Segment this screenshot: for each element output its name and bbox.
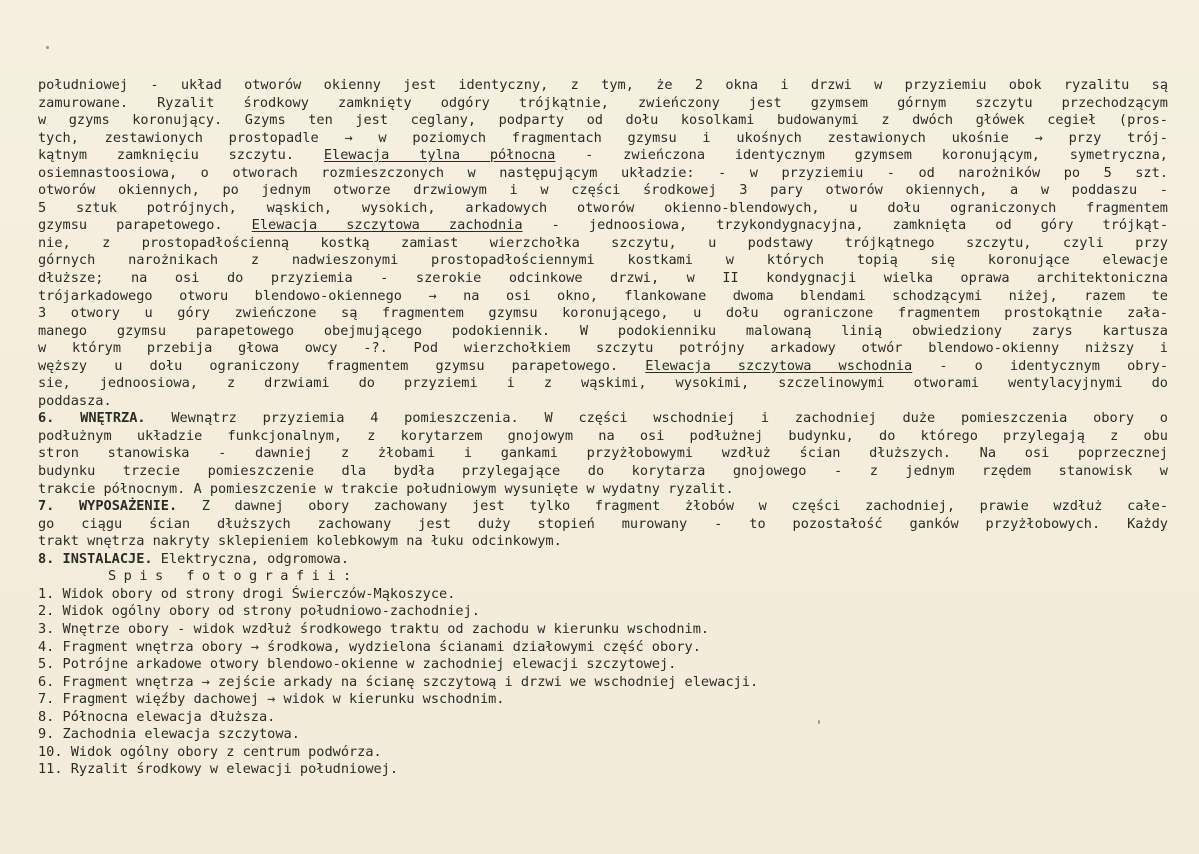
text-fragment: gzymsu parapetowego. [38,217,223,234]
list-item: 3. Wnętrze obory - widok wzdłuż środkowego traktu od zachodu w kierunku wschodnim. [38,620,710,637]
text-line: południowej - układ otworów okienny jest identyczny, z tym, że 2 okna i drzwi w przyziemiu obok ryzalitu są [38,77,1168,93]
underlined-heading-zachodnia: Elewacja szczytowa zachodnia [251,217,523,234]
list-item: 1. Widok obory od strony drogi Świerczów-Mąkoszyce. [38,585,456,602]
text-fragment: - o identycznym obry- [912,357,1169,374]
text-fragment: węższy u dołu ograniczony fragmentem gzymsu parapetowego. [38,357,619,374]
list-item: 9. Zachodnia elewacja szczytowa. [38,726,300,743]
text-line: górnych narożnikach z nadwieszonymi prostopadłościennymi kostkami w których topią się koronujące elewacje [38,252,1168,269]
text-line: trakcie północnym. A pomieszczenie w trakcie południowym wysunięte w wydatny ryzalit. [38,480,734,497]
text-line: podłużnym układzie funkcjonalnym, z korytarzem gnojowym na osi podłużnej budynku, do którego przylegają z obu [38,427,1168,444]
text-line: trójarkadowego otworu blendowo-okiennego → na osi okno, flankowane dwoma blendami schodzącymi niżej, razem te [38,287,1168,304]
text-line: zamurowane. Ryzalit środkowy zamknięty odgóry trójkątnie, zwieńczony jest gzymsem górnym szczytu przechodzącym [38,94,1168,111]
text-line [38,410,1168,428]
text-line: nie, z prostopadłościenną kostką zamiast wierzchołka szczytu, u podstawy trójkątnego szczytu, czyli przy [38,234,1168,251]
list-item: 5. Potrójne arkadowe otwory blendowo-okienne w zachodniej elewacji szczytowej. [38,656,677,673]
document-body [38,77,1168,779]
text-fragment: Wewnątrz przyziemia 4 pomieszczenia. W części wschodniej i zachodniej duże pomieszczenia obory o [145,410,1168,427]
text-fragment: Elektryczna, odgromowa. [152,550,349,567]
section-instalacje [38,551,1168,569]
text-line: otworów okiennych, po jednym otworze drzwiowym i w części środkowej 3 pary otworów okiennych, a w poddaszu - [38,182,1168,199]
list-item: 6. Fragment wnętrza → zejście arkady na ścianę szczytową i drzwi we wschodniej elewacji. [38,673,759,690]
text-line: manego gzymsu parapetowego obejmującego podokiennik. W podokienniku malowaną linią obwiedziony zarys kartusza [38,322,1168,339]
text-line: sie, jednoosiowa, z drzwiami do przyziemi i z wąskimi, wysokimi, szczelinowymi otworami wentylacyjnymi do [38,375,1168,392]
text-line: budynku trzecie pomieszczenie dla bydła przylegające do korytarza gnojowego - z jednym rzędem stanowisk w [38,463,1168,480]
text-line: osiemnastoosiowa, o otworach rozmieszczonych w następującym układzie: - w przyziemiu - od narożników po 5 szt. [38,164,1168,181]
photo-list [38,568,1168,779]
text-line: w którym przebija głowa owcy -?. Pod wierzchołkiem szczytu potrójny arkadowy otwór blendowo-okienny niższy i [38,340,1168,357]
text-line: dłuższe; na osi do przyziemia - szerokie odcinkowe drzwi, w II kondygnacji wielka oprawa architektoniczna [38,270,1168,287]
section-heading: 6. WNĘTRZA. [38,410,146,427]
text-line [38,358,1168,376]
text-line [38,498,1168,516]
underlined-heading-wschodnia: Elewacja szczytowa wschodnia [645,357,913,374]
underlined-heading-tylna: Elewacja tylna północna [323,147,556,164]
text-line: tych, zestawionych prostopadle → w poziomych fragmentach gzymsu i ukośnych zestawionych ukośnie → przy trój- [38,129,1168,146]
text-line: trakt wnętrza nakryty sklepieniem kolebkowym na łuku odcinkowym. [38,533,562,550]
elevations-paragraph [38,77,1168,410]
text-line [38,551,1168,569]
text-fragment: Z dawnej obory zachowany jest tylko fragment żłobów w części zachodniej, prawie wzdłuż całe- [177,498,1168,515]
text-line: 3 otwory u góry zwieńczone są fragmentem gzymsu koronującego, u dołu ograniczone fragmentem prostokątnie zała- [38,305,1168,322]
list-item: 4. Fragment wnętrza obory → środkowa, wydzielona ścianami działowymi część obory. [38,638,701,655]
list-item: 8. Północna elewacja dłuższa. [38,708,276,725]
section-heading: 7. WYPOSAŻENIE. [38,498,178,515]
text-line [38,217,1168,235]
text-line: 5 sztuk potrójnych, wąskich, wysokich, arkadowych otworów okienno-blendowych, u dołu ograniczonych fragmentem [38,199,1168,216]
list-item: 7. Fragment więźby dachowej → widok w kierunku wschodnim. [38,691,505,708]
paper-speck [46,46,49,49]
text-fragment: kątnym zamknięciu szczytu. [38,147,295,164]
section-heading: 8. INSTALACJE. [38,550,153,567]
section-wnetrza [38,410,1168,498]
text-line: w gzyms koronujący. Gzyms ten jest ceglany, podparty od dołu kosolkami budowanymi z dwóch główek cegieł (pros- [38,112,1168,129]
list-item: 10. Widok ogólny obory z centrum podwórza. [38,743,382,760]
text-line: poddasza. [38,392,112,409]
text-line: go ciągu ścian dłuższych zachowany jest duży stopień murowany - to pozostałość ganków przyżłobowych. Każdy [38,515,1168,532]
text-fragment: - zwieńczona identycznym gzymsem koronującym, symetryczna, [555,147,1168,164]
photo-list-title: Spis fotografii: [108,568,359,585]
list-item: 11. Ryzalit środkowy w elewacji południowej. [38,761,399,778]
text-line [38,147,1168,165]
text-line: stron stanowiska - dawniej z żłobami i gankami przyżłobowymi wzdłuż ścian dłuższych. Na osi poprzecznej [38,445,1168,462]
text-fragment: - jednoosiowa, trzykondygnacyjna, zamknięta od góry trójkąt- [522,217,1169,234]
list-item: 2. Widok ogólny obory od strony południowo-zachodniej. [38,603,480,620]
section-wyposazenie [38,498,1168,551]
